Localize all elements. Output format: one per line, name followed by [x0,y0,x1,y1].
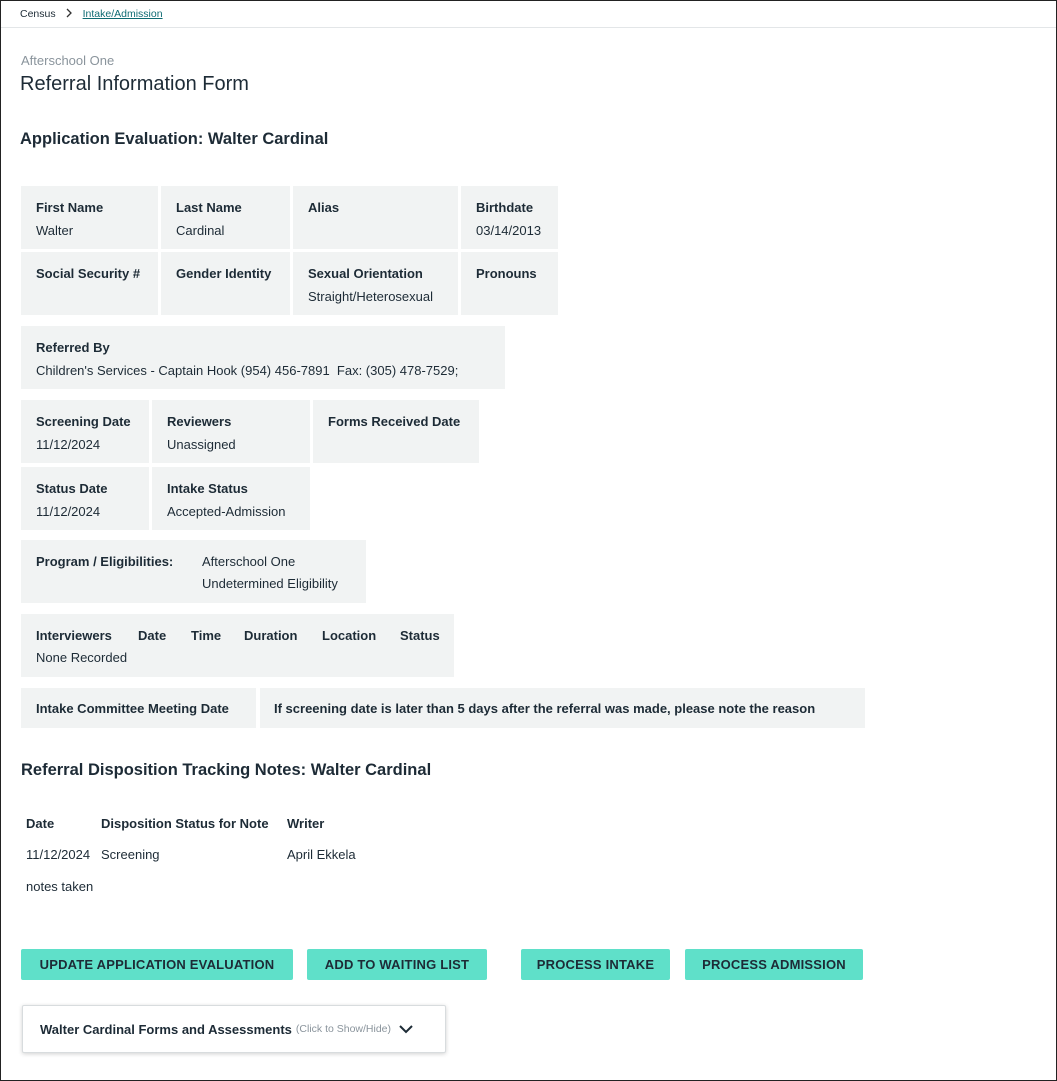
intake-status-value: Accepted-Admission [167,504,286,519]
update-application-evaluation-button[interactable]: UPDATE APPLICATION EVALUATION [21,949,293,980]
tracking-row-status: Screening [101,847,160,862]
process-intake-button[interactable]: PROCESS INTAKE [521,949,670,980]
reviewers-label: Reviewers [167,414,232,429]
interview-date-header: Date [138,628,167,643]
forms-assessments-hint: (Click to Show/Hide) [295,1023,392,1035]
interview-location-header: Location [322,628,377,643]
birthdate-label: Birthdate [476,200,534,215]
alias-label: Alias [308,200,340,215]
first-name-cell [21,186,158,249]
pronouns-cell [461,252,558,315]
reviewers-cell [152,400,310,463]
first-name-label: First Name [36,200,104,215]
program-eligibilities-label: Program / Eligibilities: [36,554,174,569]
page-title: Referral Information Form [20,73,249,95]
tracking-status-header: Disposition Status for Note [101,816,269,831]
last-name-cell [161,186,290,249]
sexual-orientation-label: Sexual Orientation [308,266,423,281]
gender-identity-label: Gender Identity [176,266,272,281]
referred-by-cell [21,326,505,389]
interview-status-header: Status [400,628,440,643]
interviewers-header: Interviewers [36,628,112,643]
ssn-label: Social Security # [36,266,141,281]
last-name-label: Last Name [176,200,242,215]
program-name: Afterschool One [21,53,115,68]
committee-meeting-cell [21,688,256,728]
screening-date-value: 11/12/2024 [36,437,101,452]
add-to-waiting-list-button[interactable]: ADD TO WAITING LIST [307,949,487,980]
alias-cell [293,186,458,249]
breadcrumb-intake-admission[interactable]: Intake/Admission [82,8,163,20]
referred-by-label: Referred By [36,340,110,355]
tracking-row-writer: April Ekkela [287,847,356,862]
status-date-label: Status Date [36,481,108,496]
tracking-row-date: 11/12/2024 [26,847,91,862]
first-name-value: Walter [36,223,74,238]
chevron-right-icon [66,7,73,21]
intake-status-cell [152,467,310,530]
last-name-value: Cardinal [176,223,225,238]
committee-meeting-label: Intake Committee Meeting Date [36,701,229,716]
screening-reason-label: If screening date is later than 5 days after the referral was made, please note the reason [274,701,816,716]
interview-time-header: Time [191,628,222,643]
pronouns-label: Pronouns [476,266,537,281]
sexual-orientation-cell [293,252,458,315]
tracking-writer-header: Writer [287,816,325,831]
program-eligibility-status: Undetermined Eligibility [202,576,338,591]
evaluation-title: Application Evaluation: Walter Cardinal [20,130,329,148]
chevron-down-icon [399,1025,413,1034]
ssn-cell [21,252,158,315]
gender-identity-cell [161,252,290,315]
birthdate-value: 03/14/2013 [476,223,542,238]
status-date-value: 11/12/2024 [36,504,101,519]
tracking-title: Referral Disposition Tracking Notes: Walter Cardinal [21,761,432,779]
birthdate-cell [461,186,558,249]
program-eligibility-program: Afterschool One [202,554,296,569]
forms-received-date-cell [313,400,479,463]
program-eligibilities-cell [21,540,366,603]
forms-received-date-label: Forms Received Date [328,414,461,429]
referred-by-value: Children's Services - Captain Hook (954) 456-7891 Fax: (305) 478-7529; [36,363,459,378]
screening-date-cell [21,400,149,463]
screening-date-label: Screening Date [36,414,131,429]
forms-assessments-toggle[interactable] [22,1005,446,1053]
tracking-date-header: Date [26,816,55,831]
forms-assessments-title: Walter Cardinal Forms and Assessments [40,1021,292,1037]
tracking-row-note: notes taken [26,879,94,894]
screening-reason-cell [260,688,865,728]
breadcrumb-census[interactable]: Census [20,8,56,20]
interviews-cell [21,614,454,677]
status-date-cell [21,467,149,530]
header-divider [1,27,1056,28]
sexual-orientation-value: Straight/Heterosexual [308,289,434,304]
breadcrumb [20,7,163,21]
reviewers-value: Unassigned [167,437,236,452]
intake-status-label: Intake Status [167,481,248,496]
interviews-empty: None Recorded [36,650,128,665]
interview-duration-header: Duration [244,628,298,643]
process-admission-button[interactable]: PROCESS ADMISSION [685,949,863,980]
